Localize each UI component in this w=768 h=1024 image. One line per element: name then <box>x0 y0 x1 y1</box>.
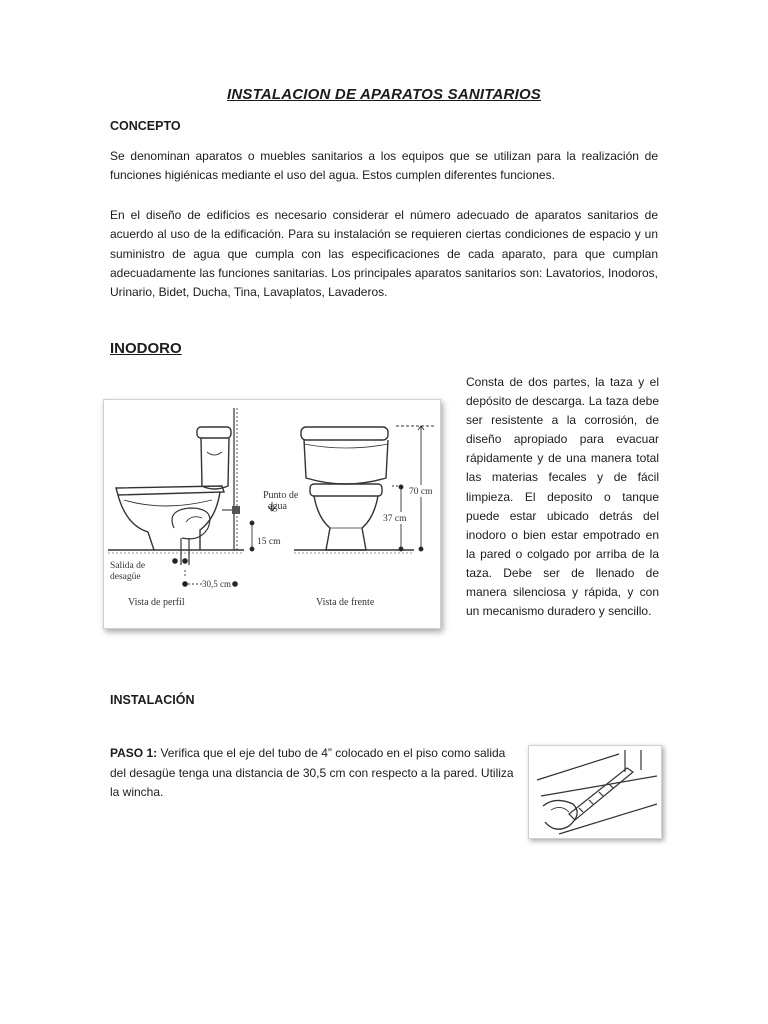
toilet-diagram-svg <box>104 400 440 628</box>
seventy-cm-label: 70 cm <box>409 487 433 497</box>
thirty-point-five-cm-label: 30,5 cm <box>202 579 231 589</box>
salida-desague-label: Salida de <box>110 561 146 571</box>
salida-desague-label-2: desagüe <box>110 572 141 582</box>
thirty-seven-cm-label: 37 cm <box>383 514 407 524</box>
punto-de-agua-label: Punto de <box>263 490 299 501</box>
paso-1-paragraph <box>110 744 520 803</box>
concepto-paragraph-1: Se denominan aparatos o muebles sanitarios a los equipos que se utilizan para la realización de funciones higiénicas mediante el uso del agua. Estos cumplen diferentes funciones. <box>110 149 658 183</box>
tape-measure-svg <box>529 746 661 838</box>
paso-1-label: PASO 1: <box>110 746 158 760</box>
inodoro-heading: INODORO <box>110 340 182 357</box>
toilet-side-view <box>108 408 244 565</box>
toilet-front-view <box>294 427 414 553</box>
document-title: INSTALACION DE APARATOS SANITARIOS <box>226 86 542 103</box>
inodoro-description: Consta de dos partes, la taza y el depósito de descarga. La taza debe ser resistente a la corrosión, de diseño apropiado para evacuar rápidamente y de una manera total las materias fecales y de fácil limpieza. El deposito o tanque puede estar ubicado detrás del inodoro o bien estar empotrado en la pared o colgado por arriba de la taza. Debe ser de llenado de manera silenciosa y rápida, y con un mecanismo duradero y sencillo. <box>466 375 659 619</box>
toilet-diagram-figure <box>103 399 441 629</box>
paso-1-text: Verifica que el eje del tubo de 4” colocado en el piso como salida del desagüe tenga una distancia de 30,5 cm con respecto a la pared. Utiliza la wincha. <box>110 746 514 799</box>
fifteen-cm-label: 15 cm <box>257 537 281 547</box>
tape-measure-drawing <box>537 750 657 834</box>
tape-measure-figure <box>528 745 662 839</box>
concepto-heading: CONCEPTO <box>110 119 181 133</box>
vista-frente-caption: Vista de frente <box>316 597 375 608</box>
vista-perfil-caption: Vista de perfil <box>128 597 185 608</box>
instalacion-heading: INSTALACIÓN <box>110 693 195 707</box>
concepto-paragraph-2: En el diseño de edificios es necesario considerar el número adecuado de aparatos sanitarios de acuerdo al uso de la edificación. Para su instalación se requieren ciertas condiciones de espacio y un suministro de agua que cumpla con las especificaciones de cada aparato, para que cumplan adecuadamente las funciones sanitarias. Los principales aparatos sanitarios son: Lavatorios, Inodoros, Urinario, Bidet, Ducha, Tina, Lavaplatos, Lavaderos. <box>110 208 658 300</box>
punto-de-agua-label-2: agua <box>268 501 287 512</box>
